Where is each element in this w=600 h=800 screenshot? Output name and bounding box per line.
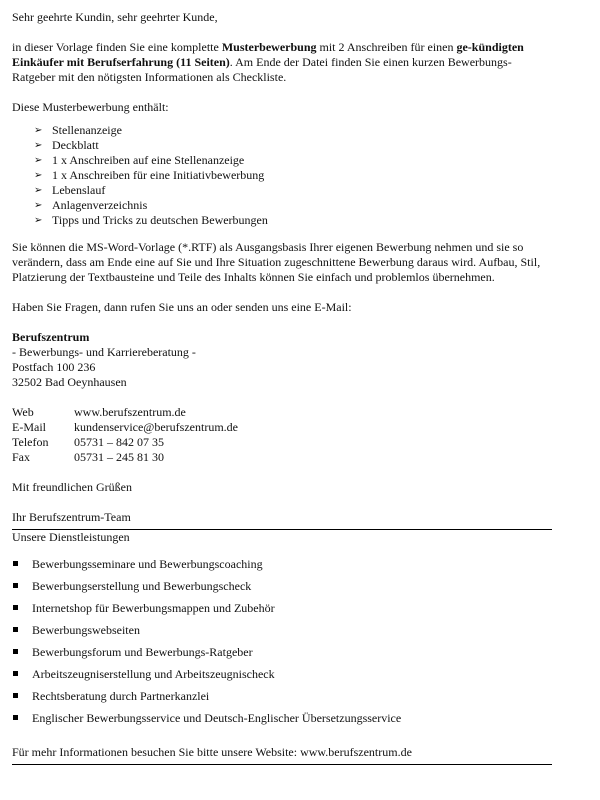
company-city: 32502 Bad Oeynhausen — [12, 375, 127, 389]
intro-text-2: mit 2 Anschreiben für einen — [316, 40, 457, 54]
company-tagline: - Bewerbungs- und Karriereberatung - — [12, 345, 196, 359]
service-label: Bewerbungsseminare und Bewerbungscoaching — [32, 557, 263, 571]
square-bullet-icon — [13, 605, 18, 610]
contact-label: Telefon — [12, 435, 49, 449]
table-row — [12, 405, 238, 420]
list-item — [12, 667, 552, 689]
service-label: Englischer Bewerbungsservice und Deutsch-Englischer Übersetzungsservice — [32, 711, 402, 725]
divider — [12, 764, 552, 765]
list-item — [12, 623, 552, 645]
contact-label: Web — [12, 405, 34, 419]
list-item — [34, 213, 552, 228]
services-list — [12, 557, 552, 733]
service-label: Arbeitszeugniserstellung und Arbeitszeugnischeck — [32, 667, 275, 681]
list-item — [34, 138, 552, 153]
list-item — [12, 711, 552, 733]
list-item — [12, 557, 552, 579]
contact-label: Fax — [12, 450, 30, 464]
company-address — [12, 330, 552, 390]
service-label: Bewerbungserstellung und Bewerbungscheck — [32, 579, 252, 593]
service-label: Bewerbungsforum und Bewerbungs-Ratgeber — [32, 645, 253, 659]
arrow-bullet-icon: ➢ — [34, 215, 43, 226]
intro-paragraph — [12, 40, 552, 85]
contact-fax: 05731 – 245 81 30 — [74, 450, 164, 464]
list-item — [12, 689, 552, 711]
list-item — [34, 183, 552, 198]
arrow-bullet-icon: ➢ — [34, 200, 43, 211]
list-item — [34, 168, 552, 183]
arrow-bullet-icon: ➢ — [34, 140, 43, 151]
questions-paragraph: Haben Sie Fragen, dann rufen Sie uns an oder senden uns eine E-Mail: — [12, 300, 352, 314]
list-item-label: Stellenanzeige — [52, 123, 122, 137]
square-bullet-icon — [13, 693, 18, 698]
intro-bold-1: Musterbewerbung — [221, 40, 317, 54]
square-bullet-icon — [13, 649, 18, 654]
usage-paragraph: Sie können die MS-Word-Vorlage (*.RTF) als Ausgangsbasis Ihrer eigenen Bewerbung nehmen und sie so verändern, dass am Ende eine auf Sie und Ihre Situation zugeschnittene Bewerbung daraus wird. Aufbau, Stil, Platzierung der Textbausteine und Teile des Inhalts können Sie einfach und problemlos übernehmen. — [12, 240, 541, 284]
service-label: Bewerbungswebseiten — [32, 623, 140, 637]
contents-list — [12, 123, 552, 228]
contact-email-link[interactable]: kundenservice@berufszentrum.de — [74, 420, 238, 434]
list-item-label: Lebenslauf — [52, 183, 106, 197]
service-label: Rechtsberatung durch Partnerkanzlei — [32, 689, 210, 703]
table-row — [12, 450, 238, 465]
arrow-bullet-icon: ➢ — [34, 170, 43, 181]
table-row — [12, 435, 238, 450]
greeting: Sehr geehrte Kundin, sehr geehrter Kunde, — [12, 10, 218, 24]
arrow-bullet-icon: ➢ — [34, 185, 43, 196]
contact-label: E-Mail — [12, 420, 46, 434]
contact-table — [12, 405, 238, 465]
closing: Mit freundlichen Grüßen — [12, 480, 132, 494]
footer-text: Für mehr Informationen besuchen Sie bitte unsere Website: www.berufszentrum.de — [12, 745, 412, 759]
list-item-label: Tipps und Tricks zu deutschen Bewerbungen — [52, 213, 268, 227]
list-item — [12, 645, 552, 667]
list-item-label: 1 x Anschreiben auf eine Stellenanzeige — [52, 153, 245, 167]
contact-phone: 05731 – 842 07 35 — [74, 435, 164, 449]
square-bullet-icon — [13, 561, 18, 566]
square-bullet-icon — [13, 671, 18, 676]
services-heading: Unsere Dienstleistungen — [12, 530, 130, 544]
list-item-label: Anlagenverzeichnis — [52, 198, 148, 212]
company-name: Berufszentrum — [12, 330, 90, 344]
list-item — [12, 601, 552, 623]
list-item — [34, 198, 552, 213]
square-bullet-icon — [13, 583, 18, 588]
square-bullet-icon — [13, 627, 18, 632]
contact-web-link[interactable]: www.berufszentrum.de — [74, 405, 186, 419]
table-row — [12, 420, 238, 435]
list-item-label: Deckblatt — [52, 138, 99, 152]
list-item — [34, 153, 552, 168]
contents-heading: Diese Musterbewerbung enthält: — [12, 100, 169, 114]
square-bullet-icon — [13, 715, 18, 720]
arrow-bullet-icon: ➢ — [34, 155, 43, 166]
intro-bold-2: ge-kündigten Einkäufer mit Berufserfahrung (11 Seiten) — [12, 40, 524, 69]
signature: Ihr Berufszentrum-Team — [12, 510, 131, 524]
list-item-label: 1 x Anschreiben für eine Initiativbewerbung — [52, 168, 265, 182]
company-postbox: Postfach 100 236 — [12, 360, 96, 374]
list-item — [34, 123, 552, 138]
service-label: Internetshop für Bewerbungsmappen und Zubehör — [32, 601, 275, 615]
intro-text-3: . Am Ende der Datei finden Sie einen kurzen Bewerbungs-Ratgeber mit den nötigsten Informationen als Checkliste. — [12, 55, 512, 84]
arrow-bullet-icon: ➢ — [34, 125, 43, 136]
document-page — [12, 10, 552, 765]
intro-text-1: in dieser Vorlage finden Sie eine komplette — [12, 40, 222, 54]
list-item — [12, 579, 552, 601]
